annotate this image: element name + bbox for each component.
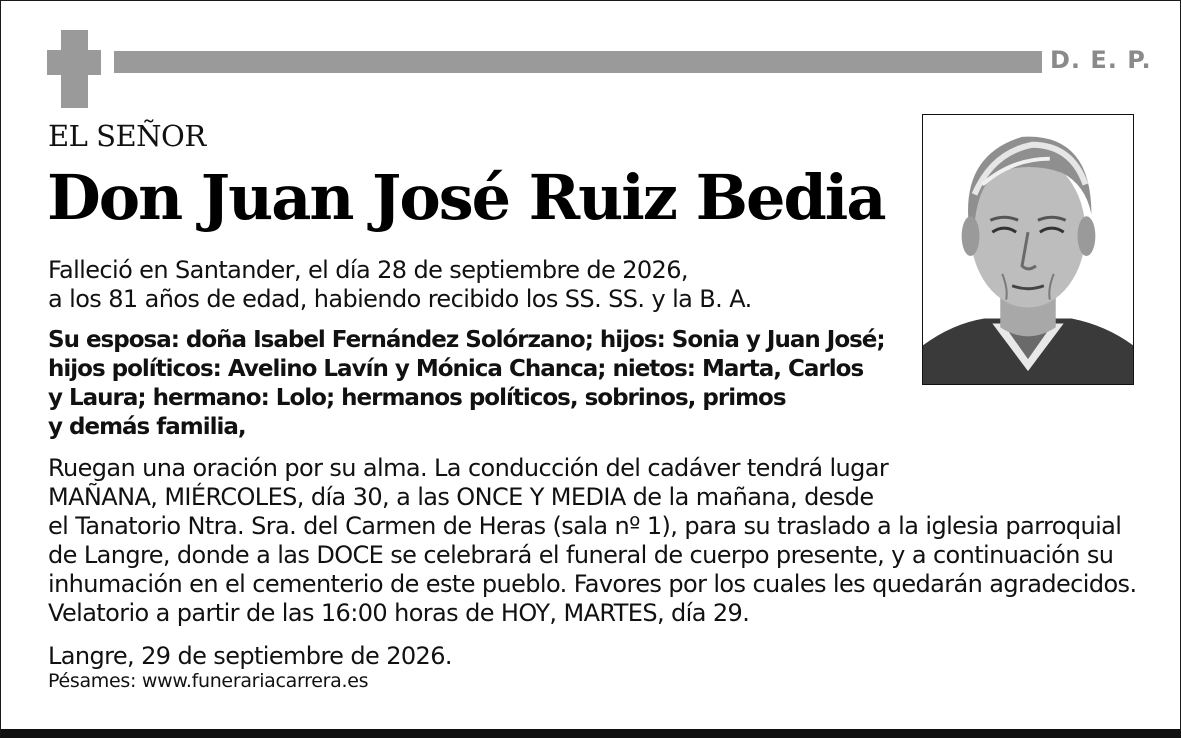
portrait-image <box>923 115 1133 384</box>
ceremony-line: Ruegan una oración por su alma. La conducción del cadáver tendrá lugar <box>48 454 889 482</box>
family-paragraph <box>48 326 885 442</box>
death-line: a los 81 años de edad, habiendo recibido los SS. SS. y la B. A. <box>48 285 752 313</box>
header-rule <box>114 51 1042 73</box>
ceremony-line: el Tanatorio Ntra. Sra. del Carmen de Heras (sala nº 1), para su traslado a la iglesia parroquial <box>48 512 1122 540</box>
family-line: hijos políticos: Avelino Lavín y Mónica Chanca; nietos: Marta, Carlos <box>48 356 864 382</box>
ceremony-line: Velatorio a partir de las 16:00 horas de HOY, MARTES, día 29. <box>48 599 750 627</box>
ceremony-line: inhumación en el cementerio de este pueblo. Favores por los cuales les quedarán agradecidos. <box>48 570 1137 598</box>
dep-label: D. E. P. <box>1050 46 1152 74</box>
family-line: Su esposa: doña Isabel Fernández Solórzano; hijos: Sonia y Juan José; <box>48 327 885 353</box>
death-line: Falleció en Santander, el día 28 de septiembre de 2026, <box>48 256 688 284</box>
place-date: Langre, 29 de septiembre de 2026. <box>48 642 452 670</box>
title-overline: EL SEÑOR <box>48 119 206 153</box>
condolences-website[interactable]: Pésames: www.funerariacarrera.es <box>48 670 369 692</box>
family-line: y Laura; hermano: Lolo; hermanos políticos, sobrinos, primos <box>48 385 786 411</box>
death-paragraph <box>48 256 752 314</box>
cross-icon-bar <box>47 50 101 75</box>
ceremony-line: MAÑANA, MIÉRCOLES, día 30, a las ONCE Y MEDIA de la mañana, desde <box>48 483 874 511</box>
family-line: y demás familia, <box>48 414 246 440</box>
ceremony-line: de Langre, donde a las DOCE se celebrará el funeral de cuerpo presente, y a continuación su <box>48 541 1114 569</box>
portrait-photo <box>922 114 1134 385</box>
ceremony-paragraph <box>48 454 1137 628</box>
deceased-name: Don Juan José Ruiz Bedia <box>47 161 885 234</box>
